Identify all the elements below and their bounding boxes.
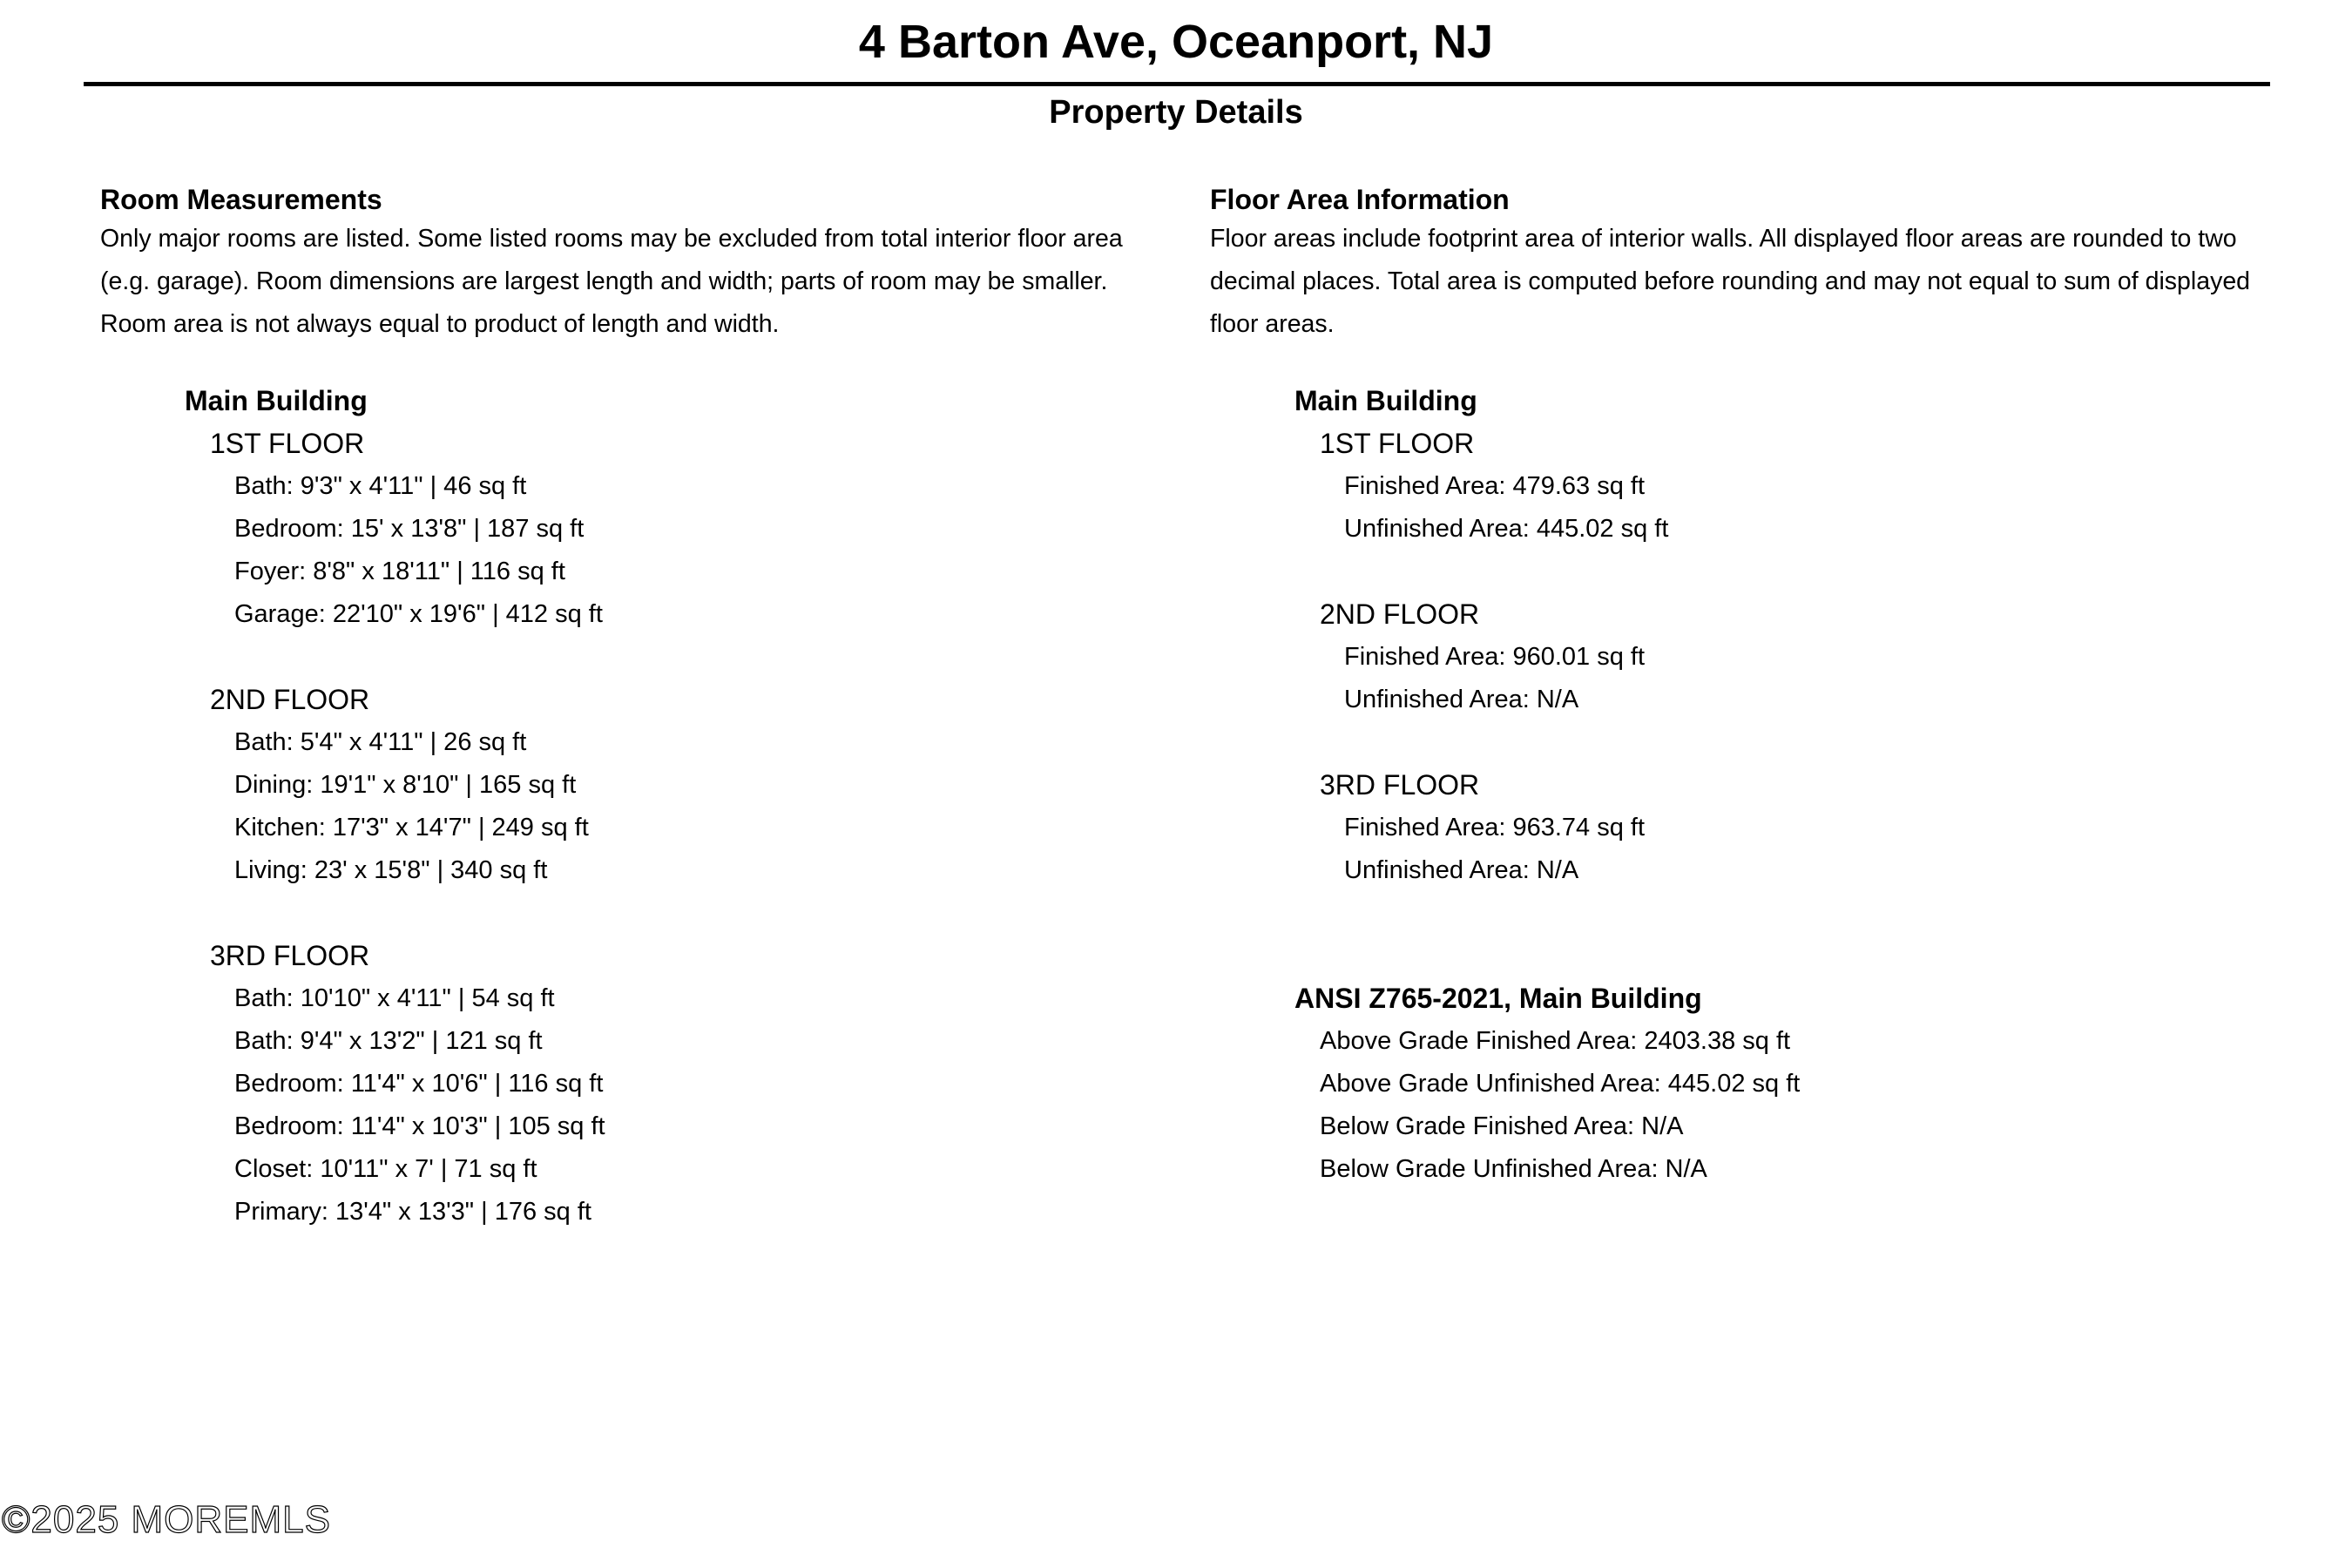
spacer bbox=[1294, 551, 2290, 593]
room-item: Foyer: 8'8" x 18'11" | 116 sq ft bbox=[234, 558, 565, 585]
room-item: Dining: 19'1" x 8'10" | 165 sq ft bbox=[234, 771, 577, 799]
room-item: Bedroom: 15' x 13'8" | 187 sq ft bbox=[234, 515, 585, 543]
room-measurements-note-line: Room area is not always equal to product of length and width. bbox=[100, 310, 780, 338]
finished-area: Finished Area: 963.74 sq ft bbox=[1344, 814, 1645, 841]
room-item: Bath: 5'4" x 4'11" | 26 sq ft bbox=[234, 728, 527, 756]
spacer bbox=[1294, 721, 2290, 764]
floor-area-3rd bbox=[1320, 764, 2290, 892]
spacer bbox=[185, 636, 1180, 679]
unfinished-area: Unfinished Area: N/A bbox=[1344, 686, 1579, 713]
building-heading: Main Building bbox=[1294, 385, 1477, 416]
spacer bbox=[1210, 892, 2290, 977]
title-divider bbox=[84, 82, 2270, 86]
floor-label: 2ND FLOOR bbox=[210, 684, 370, 715]
room-item: Bedroom: 11'4" x 10'6" | 116 sq ft bbox=[234, 1070, 604, 1098]
floor-area-2nd bbox=[1320, 593, 2290, 721]
floor-label: 2ND FLOOR bbox=[1320, 598, 1480, 630]
floor-area-note-line: floor areas. bbox=[1210, 310, 1335, 338]
finished-area: Finished Area: 960.01 sq ft bbox=[1344, 643, 1645, 671]
floor-2nd bbox=[210, 679, 1180, 892]
ansi-item: Below Grade Unfinished Area: N/A bbox=[1320, 1155, 1707, 1183]
floor-area-1st bbox=[1320, 422, 2290, 551]
floor-area-building-block bbox=[1294, 380, 2290, 892]
building-heading: Main Building bbox=[185, 385, 368, 416]
room-measurements-column bbox=[100, 181, 1180, 1233]
section-title: Property Details bbox=[1049, 94, 1303, 131]
floor-area-heading: Floor Area Information bbox=[1210, 184, 1510, 215]
room-item: Garage: 22'10" x 19'6" | 412 sq ft bbox=[234, 600, 603, 628]
floor-label: 1ST FLOOR bbox=[210, 428, 365, 459]
floor-area-column bbox=[1210, 181, 2290, 1191]
page-title: 4 Barton Ave, Oceanport, NJ bbox=[858, 16, 1494, 68]
floor-area-note-line: Floor areas include footprint area of interior walls. All displayed floor areas are rounded to two bbox=[1210, 225, 2237, 253]
floor-3rd bbox=[210, 935, 1180, 1233]
spacer bbox=[185, 892, 1180, 935]
ansi-item: Above Grade Finished Area: 2403.38 sq ft bbox=[1320, 1027, 1791, 1055]
ansi-item: Above Grade Unfinished Area: 445.02 sq ft bbox=[1320, 1070, 1801, 1098]
room-item: Kitchen: 17'3" x 14'7" | 249 sq ft bbox=[234, 814, 589, 841]
room-item: Bath: 10'10" x 4'11" | 54 sq ft bbox=[234, 984, 555, 1012]
unfinished-area: Unfinished Area: 445.02 sq ft bbox=[1344, 515, 1669, 543]
room-item: Bedroom: 11'4" x 10'3" | 105 sq ft bbox=[234, 1112, 605, 1140]
room-measurements-note-line: (e.g. garage). Room dimensions are largest length and width; parts of room may be smaller. bbox=[100, 267, 1108, 295]
room-item: Primary: 13'4" x 13'3" | 176 sq ft bbox=[234, 1198, 591, 1226]
floor-1st bbox=[210, 422, 1180, 636]
ansi-summary-block bbox=[1294, 977, 2290, 1191]
floor-label: 1ST FLOOR bbox=[1320, 428, 1475, 459]
room-measurements-heading: Room Measurements bbox=[100, 184, 382, 215]
room-measurements-note-line: Only major rooms are listed. Some listed rooms may be excluded from total interior floor area bbox=[100, 225, 1123, 253]
room-item: Living: 23' x 15'8" | 340 sq ft bbox=[234, 856, 548, 884]
room-building-block bbox=[185, 380, 1180, 1233]
floor-label: 3RD FLOOR bbox=[1320, 769, 1480, 801]
ansi-heading: ANSI Z765-2021, Main Building bbox=[1294, 983, 1702, 1014]
floor-label: 3RD FLOOR bbox=[210, 940, 370, 971]
floor-area-note-line: decimal places. Total area is computed before rounding and may not equal to sum of displayed bbox=[1210, 267, 2251, 295]
copyright-watermark: ©2025 MOREMLS bbox=[2, 1498, 331, 1541]
room-item: Bath: 9'4" x 13'2" | 121 sq ft bbox=[234, 1027, 543, 1055]
ansi-item: Below Grade Finished Area: N/A bbox=[1320, 1112, 1684, 1140]
room-item: Bath: 9'3" x 4'11" | 46 sq ft bbox=[234, 472, 527, 500]
finished-area: Finished Area: 479.63 sq ft bbox=[1344, 472, 1645, 500]
room-item: Closet: 10'11" x 7' | 71 sq ft bbox=[234, 1155, 537, 1183]
unfinished-area: Unfinished Area: N/A bbox=[1344, 856, 1579, 884]
